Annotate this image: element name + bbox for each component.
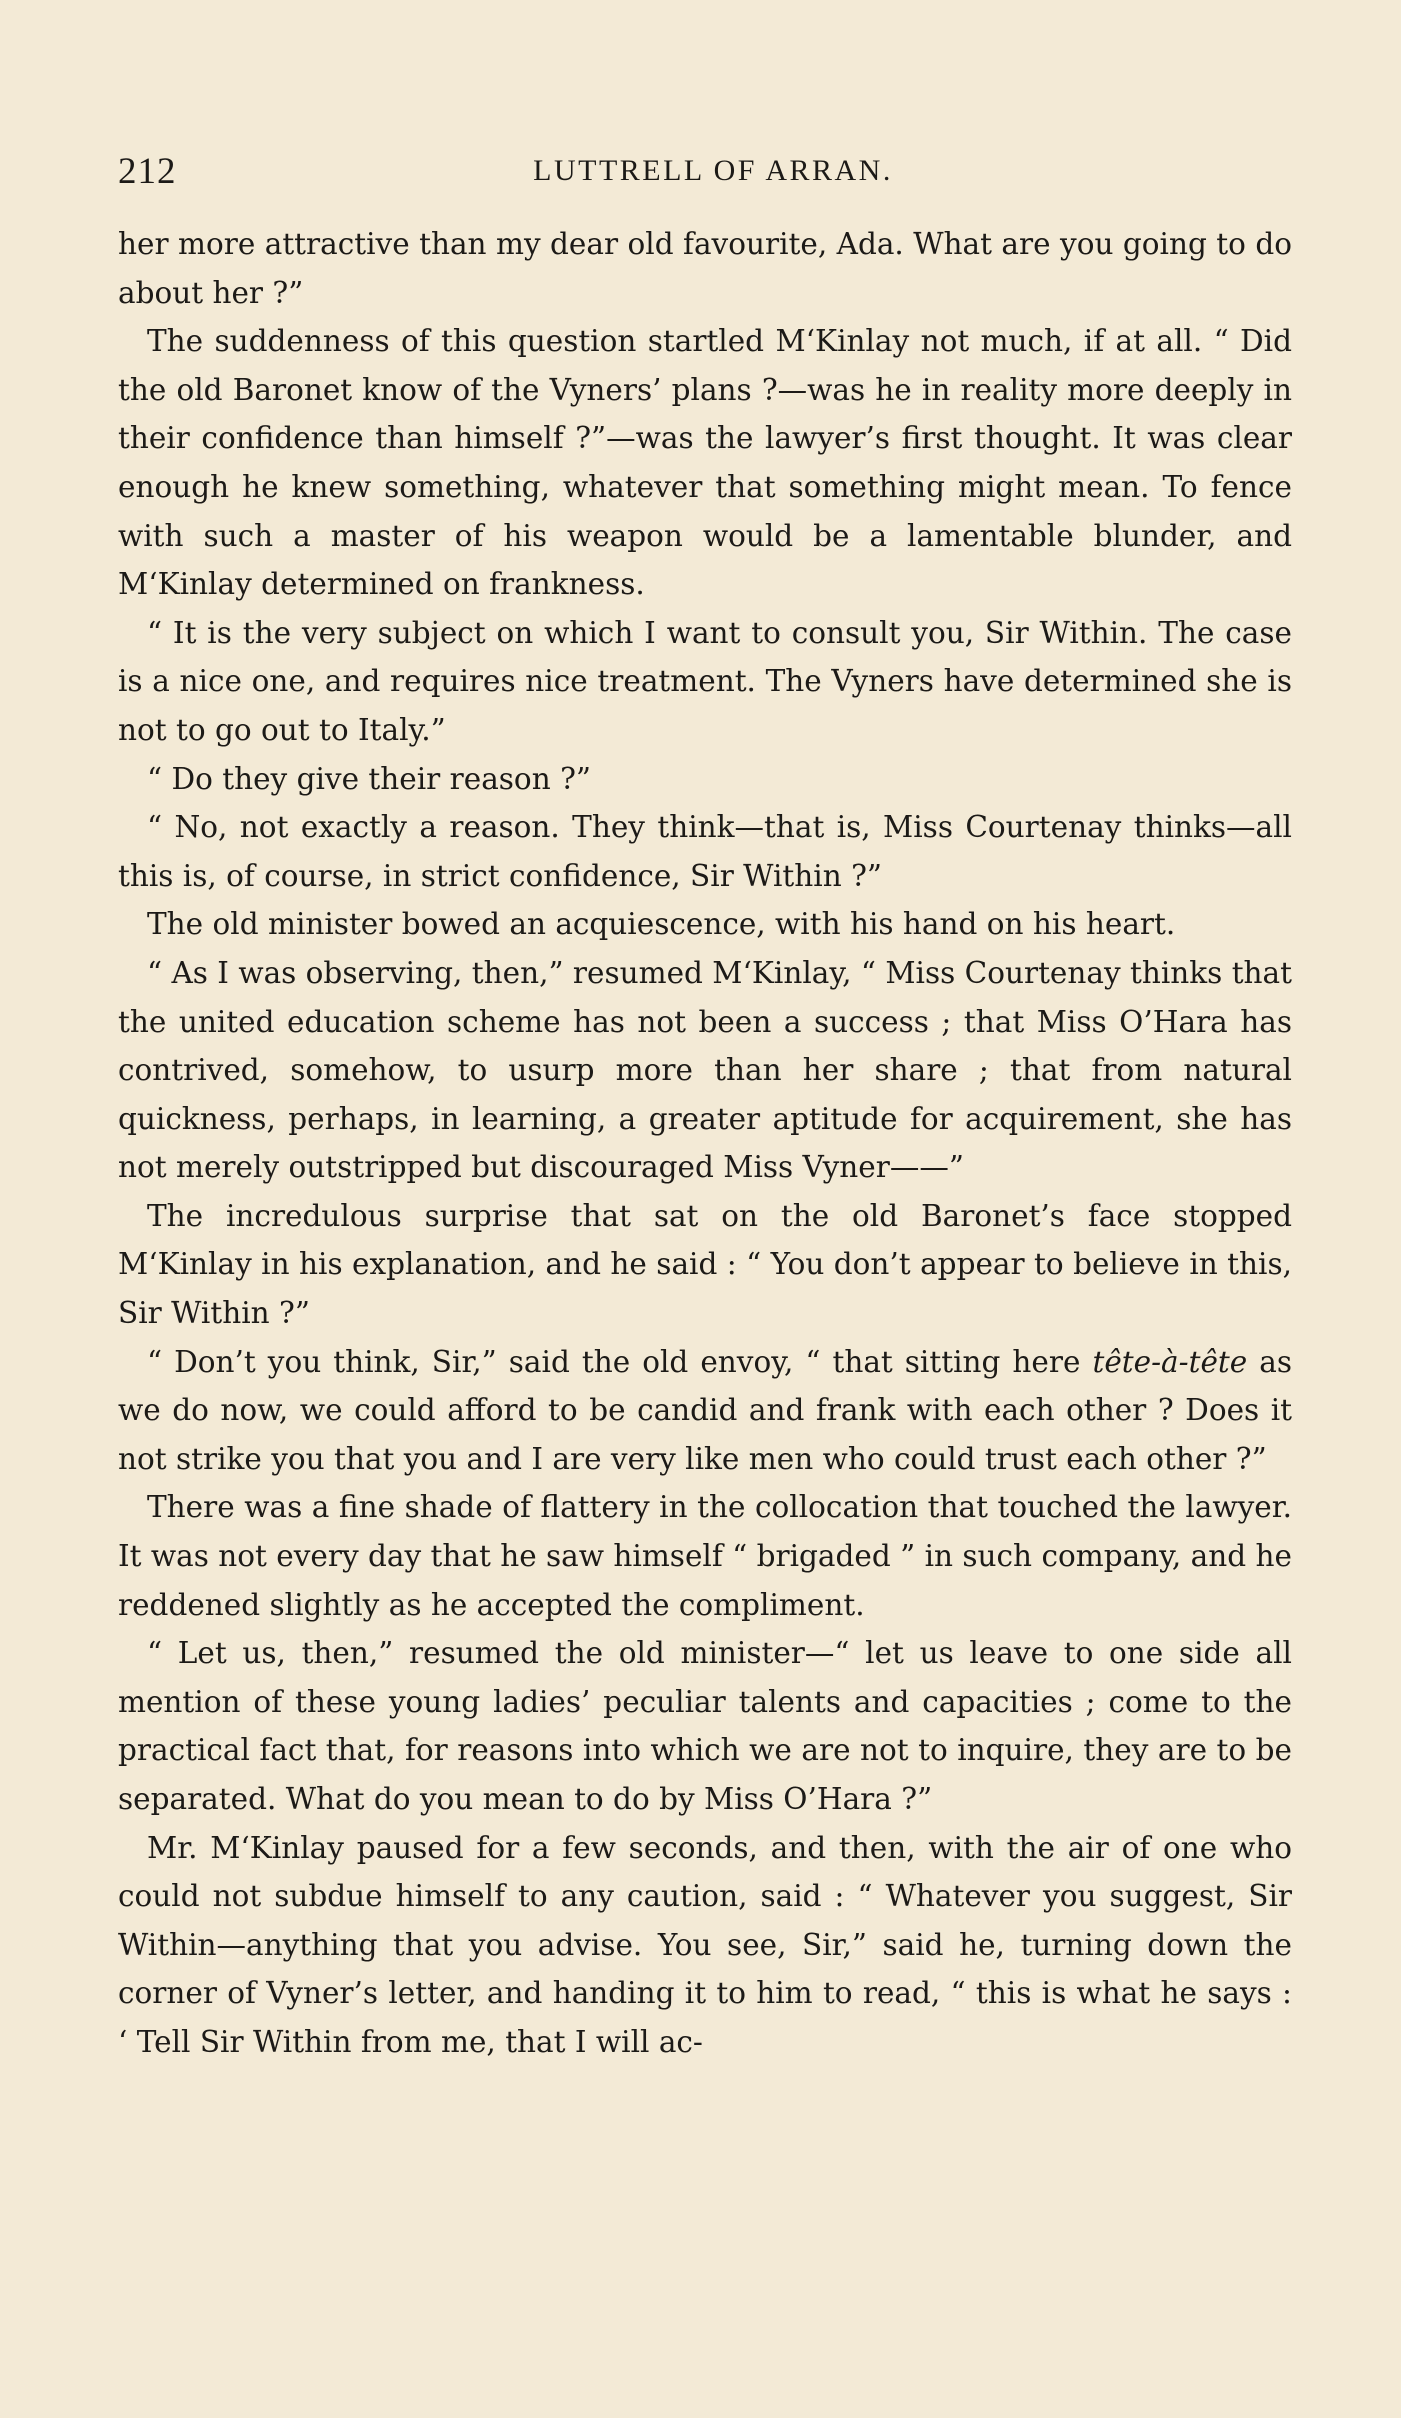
paragraph: Mr. M‘Kinlay paused for a few seconds, and then, with the air of one who could not subdue himself to any caution, said : “ Whatever you suggest, Sir Within—anything that you advise. You see, Sir,” said he, turning down the corner of Vyner’s letter, and handing it to him to read, “ this is what he says : ‘ Tell Sir Within from me, that I will ac- — [118, 1830, 1292, 2059]
running-title: LUTTRELL OF ARRAN. — [533, 154, 893, 187]
paragraph-text: “ Don’t you think, Sir,” said the old envoy, “ that sitting here — [147, 1344, 1093, 1379]
paragraph: “ No, not exactly a reason. They think—that is, Miss Courtenay thinks—all this is, of course, in strict confidence, Sir Within ?” — [118, 810, 1292, 893]
body-text — [118, 220, 1292, 2067]
paragraph: “ As I was observing, then,” resumed M‘Kinlay, “ Miss Courtenay thinks that the united education scheme has not been a success ; that Miss O’Hara has contrived, somehow, to usurp more than her share ; that from natural quickness, perhaps, in learning, a greater aptitude for acquirement, she has not merely outstripped but discouraged Miss Vyner——” — [118, 955, 1292, 1185]
paragraph: The incredulous surprise that sat on the old Baronet’s face stopped M‘Kinlay in his explanation, and he said : “ You don’t appear to believe in this, Sir Within ?” — [118, 1198, 1292, 1331]
paragraph — [118, 1338, 1292, 1484]
paragraph: “ Let us, then,” resumed the old minister—“ let us leave to one side all mention of these young ladies’ peculiar talents and capacities ; come to the practical fact that, for reasons into which we are not to inquire, they are to be separated. What do you mean to do by Miss O’Hara ?” — [118, 1636, 1292, 1816]
page-header — [118, 150, 1308, 200]
paragraph: her more attractive than my dear old favourite, Ada. What are you going to do about her ?” — [118, 227, 1292, 310]
paragraph-text: as we do now, we could afford to be candid and frank with each other ? Does it not strike you that you and I are very like men who could trust each other ?” — [118, 1344, 1293, 1476]
italic-phrase: tête-à-tête — [1092, 1344, 1248, 1379]
paragraph: The old minister bowed an acquiescence, with his hand on his heart. — [147, 907, 1176, 942]
paragraph: “ Do they give their reason ?” — [147, 761, 591, 796]
page-number: 212 — [118, 151, 177, 192]
paragraph: There was a fine shade of flattery in the collocation that touched the lawyer. It was not every day that he saw himself “ brigaded ” in such company, and he reddened slightly as he accepted the compliment. — [118, 1490, 1292, 1622]
paragraph: The suddenness of this question startled M‘Kinlay not much, if at all. “ Did the old Baronet know of the Vyners’ plans ?—was he in reality more deeply in their confidence than himself ?”—was the lawyer’s first thought. It was clear enough he knew something, whatever that something might mean. To fence with such a master of his weapon would be a lamentable blunder, and M‘Kinlay determined on frankness. — [118, 324, 1292, 602]
paragraph: “ It is the very subject on which I want to consult you, Sir Within. The case is a nice one, and requires nice treatment. The Vyners have determined she is not to go out to Italy.” — [118, 615, 1292, 747]
